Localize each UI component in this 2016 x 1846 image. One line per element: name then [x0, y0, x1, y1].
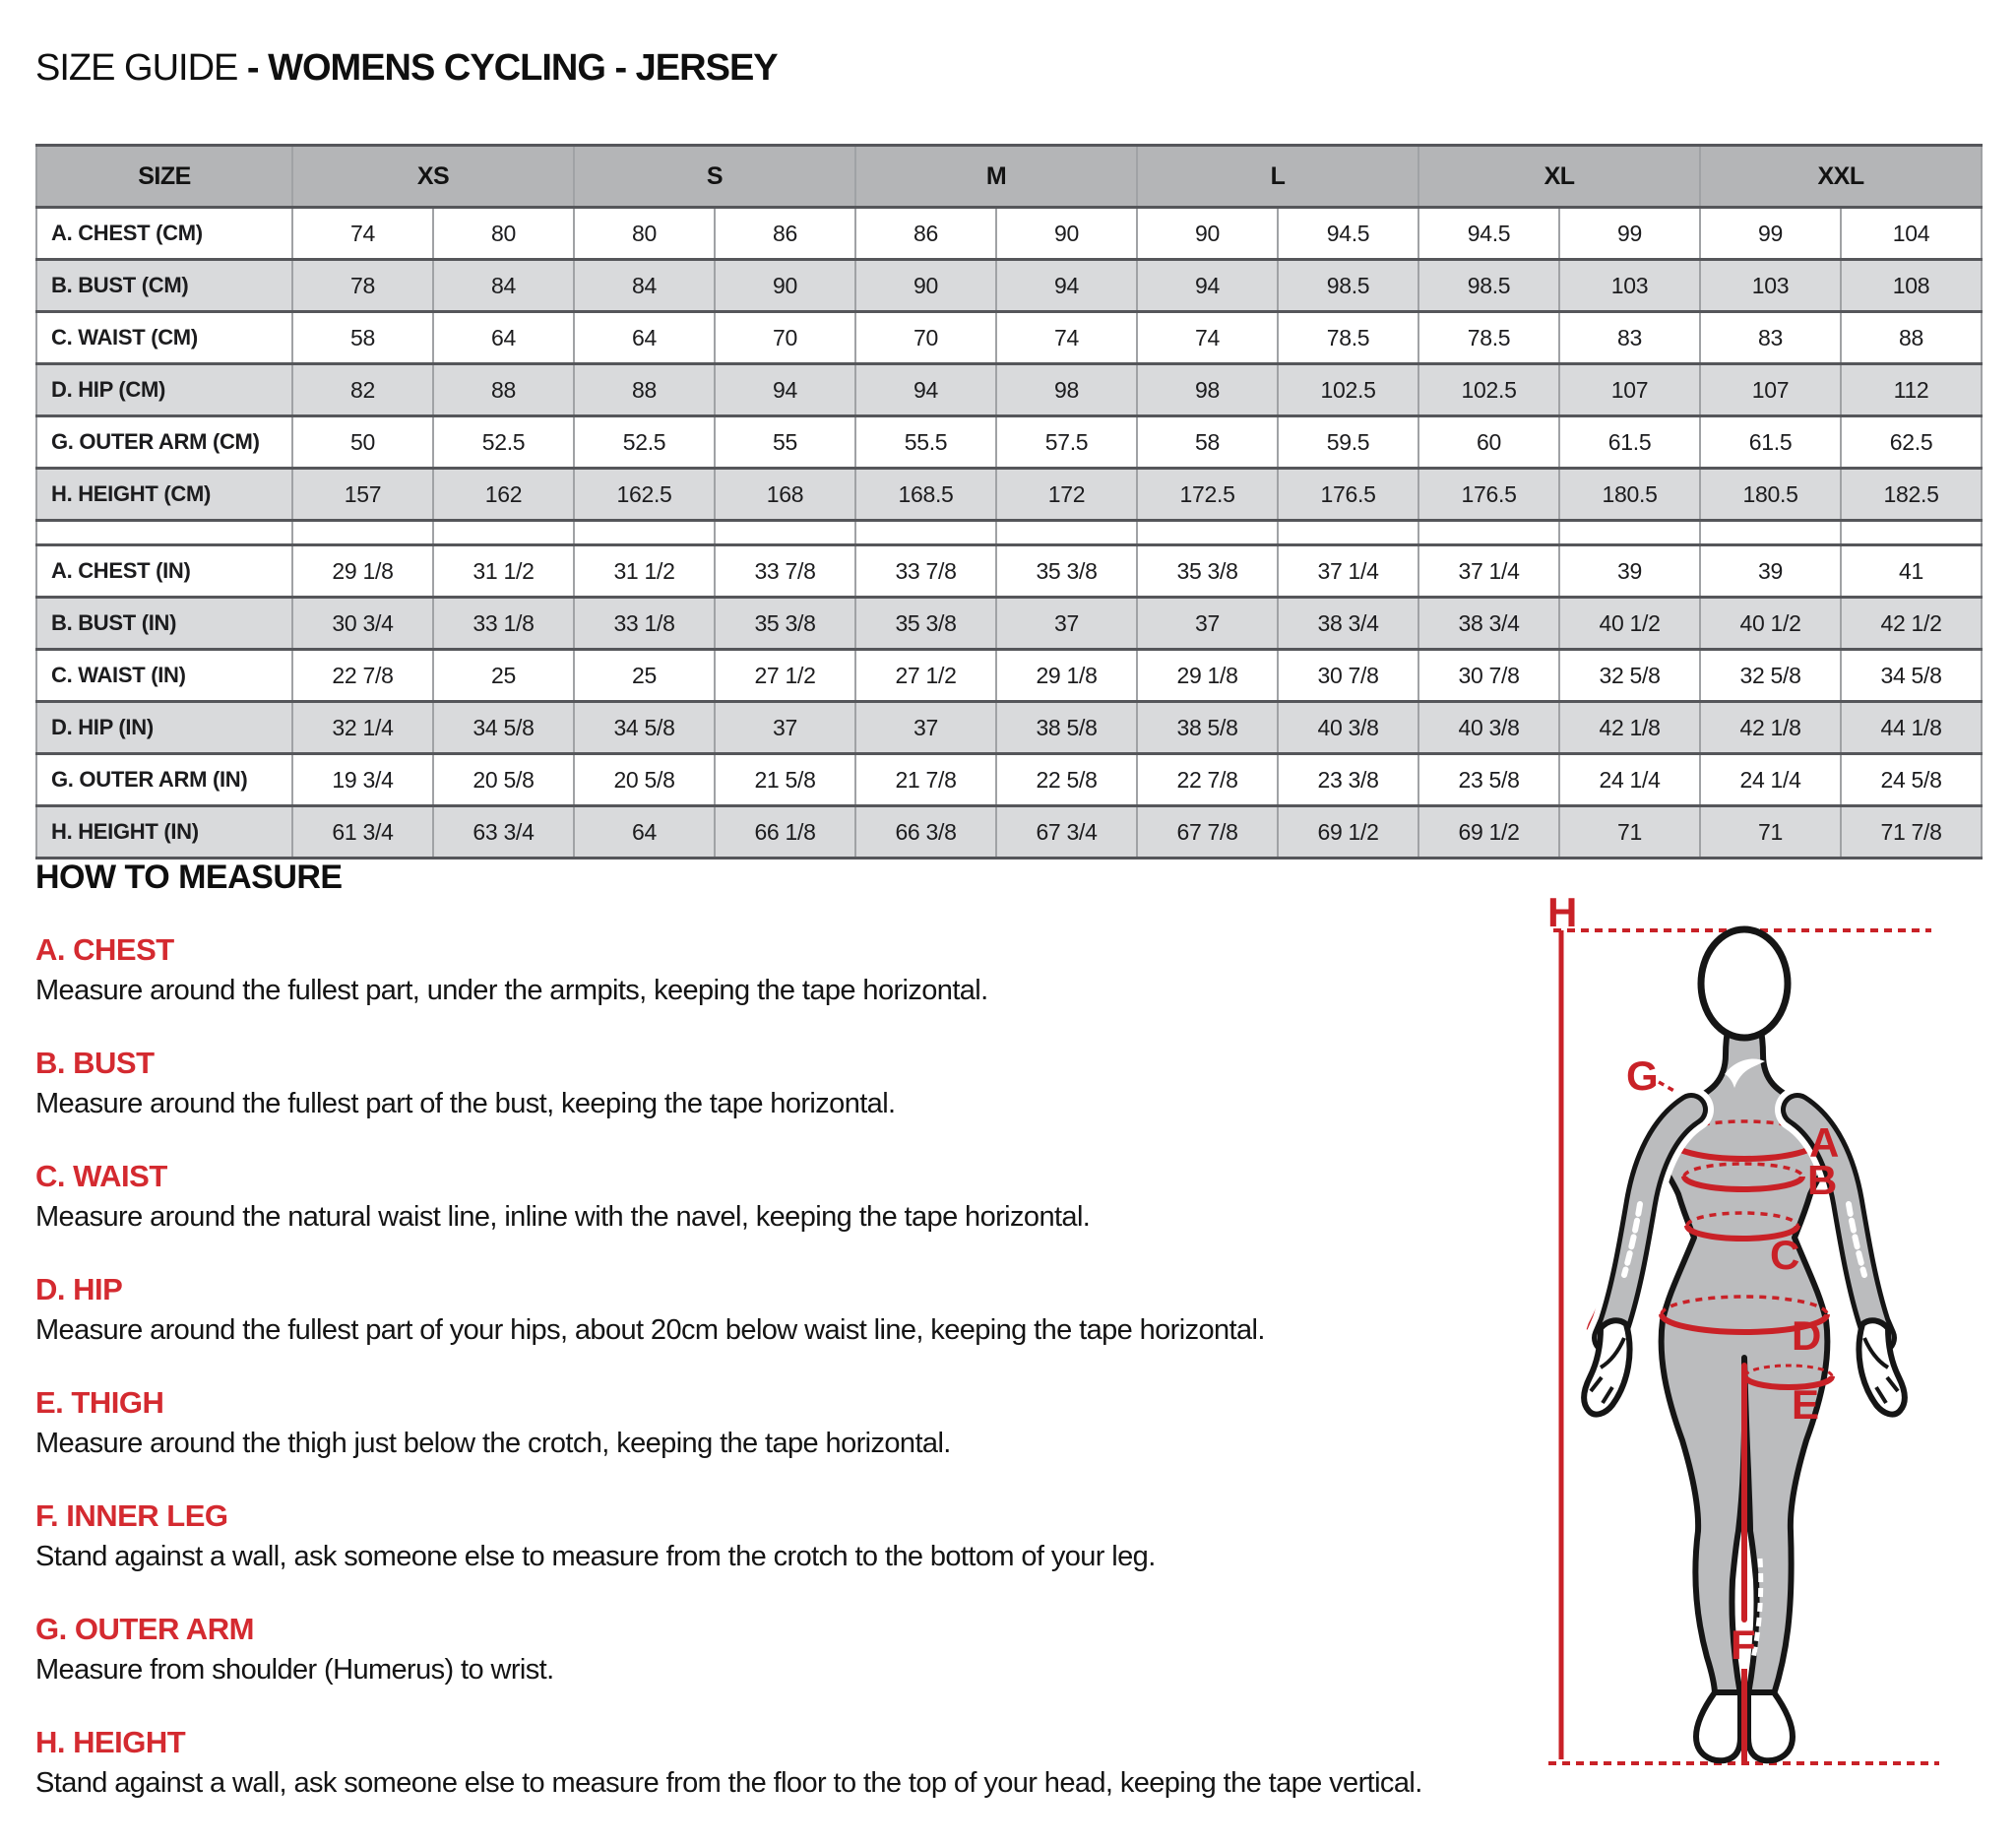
- size-value-cell: 157: [292, 469, 433, 521]
- size-value-cell: 60: [1418, 416, 1559, 469]
- measure-section: [35, 1499, 1512, 1573]
- size-value-cell: 88: [1841, 312, 1982, 364]
- size-value-cell: 99: [1700, 208, 1841, 260]
- spacer-cell: [1559, 521, 1700, 545]
- col-header-xs: XS: [292, 146, 574, 208]
- size-value-cell: 32 5/8: [1700, 650, 1841, 702]
- size-value-cell: 23 3/8: [1278, 754, 1418, 806]
- size-value-cell: 22 7/8: [292, 650, 433, 702]
- size-value-cell: 34 5/8: [433, 702, 574, 754]
- size-value-cell: 37 1/4: [1418, 545, 1559, 598]
- size-value-cell: 64: [574, 806, 715, 859]
- size-value-cell: 33 1/8: [574, 598, 715, 650]
- row-label: G. OUTER ARM (IN): [36, 754, 292, 806]
- measure-section-label: A. CHEST: [35, 932, 174, 967]
- size-value-cell: 29 1/8: [996, 650, 1137, 702]
- size-value-cell: 63 3/4: [433, 806, 574, 859]
- spacer-row: [36, 521, 1982, 545]
- size-value-cell: 33 7/8: [855, 545, 996, 598]
- spacer-cell: [292, 521, 433, 545]
- size-value-cell: 30 7/8: [1418, 650, 1559, 702]
- size-value-cell: 40 3/8: [1278, 702, 1418, 754]
- spacer-cell: [996, 521, 1137, 545]
- label-thigh: E: [1792, 1381, 1820, 1428]
- size-value-cell: 30 7/8: [1278, 650, 1418, 702]
- size-value-cell: 40 1/2: [1559, 598, 1700, 650]
- measure-section-text: Stand against a wall, ask someone else to measure from the floor to the top of your head, keeping the tape vertical.: [35, 1767, 1422, 1799]
- spacer-cell: [36, 521, 292, 545]
- page-title-product: - WOMENS CYCLING - JERSEY: [246, 47, 778, 89]
- size-value-cell: 84: [574, 260, 715, 312]
- size-value-cell: 38 5/8: [996, 702, 1137, 754]
- size-value-cell: 74: [1137, 312, 1278, 364]
- measure-section: [35, 1047, 1512, 1120]
- measure-section-label: C. WAIST: [35, 1159, 167, 1193]
- size-value-cell: 83: [1559, 312, 1700, 364]
- measure-section: [35, 1386, 1512, 1460]
- size-value-cell: 44 1/8: [1841, 702, 1982, 754]
- size-value-cell: 88: [574, 364, 715, 416]
- size-value-cell: 30 3/4: [292, 598, 433, 650]
- size-value-cell: 33 7/8: [715, 545, 855, 598]
- size-value-cell: 94: [715, 364, 855, 416]
- size-value-cell: 38 5/8: [1137, 702, 1278, 754]
- size-value-cell: 80: [574, 208, 715, 260]
- size-value-cell: 82: [292, 364, 433, 416]
- size-value-cell: 102.5: [1278, 364, 1418, 416]
- size-value-cell: 107: [1700, 364, 1841, 416]
- size-value-cell: 90: [715, 260, 855, 312]
- size-value-cell: 94: [1137, 260, 1278, 312]
- size-value-cell: 52.5: [574, 416, 715, 469]
- table-row-cm: [36, 208, 1982, 260]
- size-value-cell: 61 3/4: [292, 806, 433, 859]
- label-hip: D: [1792, 1312, 1822, 1359]
- measurement-figure: [1545, 879, 2016, 1795]
- size-value-cell: 86: [715, 208, 855, 260]
- size-value-cell: 62.5: [1841, 416, 1982, 469]
- label-outer-arm: G: [1626, 1052, 1659, 1099]
- row-label: C. WAIST (IN): [36, 650, 292, 702]
- size-value-cell: 84: [433, 260, 574, 312]
- size-value-cell: 182.5: [1841, 469, 1982, 521]
- size-value-cell: 83: [1700, 312, 1841, 364]
- size-value-cell: 90: [996, 208, 1137, 260]
- size-value-cell: 31 1/2: [574, 545, 715, 598]
- size-value-cell: 20 5/8: [574, 754, 715, 806]
- row-label: D. HIP (IN): [36, 702, 292, 754]
- size-value-cell: 98.5: [1418, 260, 1559, 312]
- spacer-cell: [1418, 521, 1559, 545]
- size-value-cell: 98.5: [1278, 260, 1418, 312]
- measure-section: [35, 933, 1512, 1007]
- size-value-cell: 78.5: [1418, 312, 1559, 364]
- size-chart-body: [36, 208, 1982, 859]
- size-value-cell: 69 1/2: [1418, 806, 1559, 859]
- size-value-cell: 42 1/8: [1700, 702, 1841, 754]
- table-header-row: [36, 146, 1982, 208]
- size-value-cell: 61.5: [1700, 416, 1841, 469]
- measure-section-label: F. INNER LEG: [35, 1498, 228, 1533]
- size-value-cell: 70: [855, 312, 996, 364]
- page-title: [35, 47, 778, 90]
- measure-section-label: H. HEIGHT: [35, 1725, 186, 1759]
- size-value-cell: 64: [433, 312, 574, 364]
- label-bust: B: [1807, 1157, 1838, 1203]
- row-label: B. BUST (IN): [36, 598, 292, 650]
- size-value-cell: 99: [1559, 208, 1700, 260]
- size-value-cell: 94.5: [1278, 208, 1418, 260]
- size-value-cell: 66 1/8: [715, 806, 855, 859]
- col-header-xl: XL: [1418, 146, 1700, 208]
- size-value-cell: 22 5/8: [996, 754, 1137, 806]
- size-value-cell: 23 5/8: [1418, 754, 1559, 806]
- measure-section-text: Stand against a wall, ask someone else to measure from the crotch to the bottom of your leg.: [35, 1541, 1156, 1572]
- right-foot: [1748, 1692, 1793, 1760]
- size-value-cell: 35 3/8: [855, 598, 996, 650]
- size-value-cell: 32 1/4: [292, 702, 433, 754]
- row-label: D. HIP (CM): [36, 364, 292, 416]
- size-value-cell: 176.5: [1418, 469, 1559, 521]
- measure-section-text: Measure around the fullest part, under the armpits, keeping the tape horizontal.: [35, 975, 988, 1006]
- table-row-cm: [36, 312, 1982, 364]
- size-value-cell: 42 1/2: [1841, 598, 1982, 650]
- size-value-cell: 74: [996, 312, 1137, 364]
- measure-section-label: B. BUST: [35, 1046, 155, 1080]
- table-row-in: [36, 702, 1982, 754]
- how-to-measure-heading: HOW TO MEASURE: [35, 859, 343, 896]
- col-header-xxl: XXL: [1700, 146, 1982, 208]
- row-label: H. HEIGHT (IN): [36, 806, 292, 859]
- left-foot: [1696, 1692, 1740, 1760]
- size-value-cell: 74: [292, 208, 433, 260]
- size-value-cell: 37: [1137, 598, 1278, 650]
- size-value-cell: 42 1/8: [1559, 702, 1700, 754]
- size-value-cell: 37 1/4: [1278, 545, 1418, 598]
- spacer-cell: [1137, 521, 1278, 545]
- row-label: G. OUTER ARM (CM): [36, 416, 292, 469]
- size-value-cell: 24 5/8: [1841, 754, 1982, 806]
- size-value-cell: 86: [855, 208, 996, 260]
- size-value-cell: 37: [855, 702, 996, 754]
- measure-section-text: Measure from shoulder (Humerus) to wrist.: [35, 1654, 554, 1686]
- size-value-cell: 29 1/8: [292, 545, 433, 598]
- size-value-cell: 67 3/4: [996, 806, 1137, 859]
- label-height: H: [1547, 889, 1578, 935]
- label-waist: C: [1770, 1232, 1800, 1278]
- size-value-cell: 27 1/2: [855, 650, 996, 702]
- size-value-cell: 39: [1700, 545, 1841, 598]
- size-value-cell: 34 5/8: [1841, 650, 1982, 702]
- label-chest: A: [1809, 1119, 1840, 1166]
- size-value-cell: 98: [996, 364, 1137, 416]
- size-value-cell: 35 3/8: [1137, 545, 1278, 598]
- measure-section-text: Measure around the thigh just below the crotch, keeping the tape horizontal.: [35, 1428, 951, 1459]
- size-value-cell: 27 1/2: [715, 650, 855, 702]
- size-value-cell: 24 1/4: [1700, 754, 1841, 806]
- measure-section: [35, 1273, 1512, 1347]
- size-value-cell: 107: [1559, 364, 1700, 416]
- table-row-in: [36, 806, 1982, 859]
- size-value-cell: 50: [292, 416, 433, 469]
- size-value-cell: 176.5: [1278, 469, 1418, 521]
- size-value-cell: 58: [1137, 416, 1278, 469]
- table-row-in: [36, 545, 1982, 598]
- size-value-cell: 172.5: [1137, 469, 1278, 521]
- size-value-cell: 41: [1841, 545, 1982, 598]
- size-value-cell: 38 3/4: [1278, 598, 1418, 650]
- size-value-cell: 38 3/4: [1418, 598, 1559, 650]
- size-value-cell: 102.5: [1418, 364, 1559, 416]
- size-value-cell: 31 1/2: [433, 545, 574, 598]
- row-label: A. CHEST (IN): [36, 545, 292, 598]
- measure-section-text: Measure around the fullest part of the bust, keeping the tape horizontal.: [35, 1088, 896, 1119]
- spacer-cell: [1841, 521, 1982, 545]
- size-value-cell: 35 3/8: [715, 598, 855, 650]
- col-header-s: S: [574, 146, 855, 208]
- size-value-cell: 88: [433, 364, 574, 416]
- col-header-l: L: [1137, 146, 1418, 208]
- size-value-cell: 64: [574, 312, 715, 364]
- size-value-cell: 103: [1559, 260, 1700, 312]
- measure-section: [35, 1726, 1512, 1800]
- size-value-cell: 37: [715, 702, 855, 754]
- size-value-cell: 59.5: [1278, 416, 1418, 469]
- size-value-cell: 90: [855, 260, 996, 312]
- size-value-cell: 55: [715, 416, 855, 469]
- size-value-cell: 40 3/8: [1418, 702, 1559, 754]
- table-row-in: [36, 754, 1982, 806]
- size-value-cell: 78: [292, 260, 433, 312]
- size-value-cell: 35 3/8: [996, 545, 1137, 598]
- spacer-cell: [1700, 521, 1841, 545]
- size-value-cell: 162.5: [574, 469, 715, 521]
- size-value-cell: 90: [1137, 208, 1278, 260]
- size-value-cell: 94.5: [1418, 208, 1559, 260]
- measure-section-text: Measure around the natural waist line, inline with the navel, keeping the tape horizontal.: [35, 1201, 1091, 1233]
- size-value-cell: 33 1/8: [433, 598, 574, 650]
- size-value-cell: 40 1/2: [1700, 598, 1841, 650]
- measure-section-text: Measure around the fullest part of your hips, about 20cm below waist line, keeping the tape horizontal.: [35, 1314, 1265, 1346]
- size-value-cell: 71: [1700, 806, 1841, 859]
- table-row-cm: [36, 469, 1982, 521]
- row-label: A. CHEST (CM): [36, 208, 292, 260]
- size-value-cell: 39: [1559, 545, 1700, 598]
- size-value-cell: 168.5: [855, 469, 996, 521]
- measure-section-label: D. HIP: [35, 1272, 123, 1306]
- row-label: C. WAIST (CM): [36, 312, 292, 364]
- size-value-cell: 21 7/8: [855, 754, 996, 806]
- measure-section: [35, 1613, 1512, 1687]
- size-value-cell: 104: [1841, 208, 1982, 260]
- size-value-cell: 52.5: [433, 416, 574, 469]
- row-label: H. HEIGHT (CM): [36, 469, 292, 521]
- size-value-cell: 162: [433, 469, 574, 521]
- body-measurement-diagram: [1545, 879, 2016, 1795]
- size-value-cell: 94: [855, 364, 996, 416]
- size-value-cell: 37: [996, 598, 1137, 650]
- how-to-measure-sections: [35, 933, 1512, 1839]
- size-value-cell: 70: [715, 312, 855, 364]
- size-value-cell: 55.5: [855, 416, 996, 469]
- table-row-cm: [36, 260, 1982, 312]
- size-value-cell: 108: [1841, 260, 1982, 312]
- spacer-cell: [715, 521, 855, 545]
- size-value-cell: 32 5/8: [1559, 650, 1700, 702]
- page-title-prefix: SIZE GUIDE: [35, 47, 247, 89]
- size-value-cell: 34 5/8: [574, 702, 715, 754]
- size-value-cell: 20 5/8: [433, 754, 574, 806]
- size-value-cell: 57.5: [996, 416, 1137, 469]
- size-value-cell: 67 7/8: [1137, 806, 1278, 859]
- size-value-cell: 61.5: [1559, 416, 1700, 469]
- spacer-cell: [1278, 521, 1418, 545]
- spacer-cell: [855, 521, 996, 545]
- size-value-cell: 66 3/8: [855, 806, 996, 859]
- size-value-cell: 29 1/8: [1137, 650, 1278, 702]
- size-value-cell: 58: [292, 312, 433, 364]
- table-row-cm: [36, 416, 1982, 469]
- size-value-cell: 80: [433, 208, 574, 260]
- table-row-in: [36, 598, 1982, 650]
- head: [1701, 929, 1788, 1038]
- measure-section: [35, 1160, 1512, 1234]
- table-row-cm: [36, 364, 1982, 416]
- size-value-cell: 22 7/8: [1137, 754, 1278, 806]
- size-value-cell: 19 3/4: [292, 754, 433, 806]
- label-inner-leg: F: [1731, 1622, 1756, 1668]
- col-header-size: SIZE: [36, 146, 292, 208]
- size-value-cell: 78.5: [1278, 312, 1418, 364]
- table-row-in: [36, 650, 1982, 702]
- size-value-cell: 103: [1700, 260, 1841, 312]
- size-value-cell: 112: [1841, 364, 1982, 416]
- size-value-cell: 168: [715, 469, 855, 521]
- spacer-cell: [574, 521, 715, 545]
- size-chart-table: [35, 144, 1983, 859]
- size-value-cell: 172: [996, 469, 1137, 521]
- size-value-cell: 24 1/4: [1559, 754, 1700, 806]
- size-value-cell: 94: [996, 260, 1137, 312]
- size-chart-header: [36, 146, 1982, 208]
- size-value-cell: 25: [574, 650, 715, 702]
- measure-section-label: G. OUTER ARM: [35, 1612, 254, 1646]
- size-value-cell: 25: [433, 650, 574, 702]
- size-value-cell: 21 5/8: [715, 754, 855, 806]
- measure-section-label: E. THIGH: [35, 1385, 164, 1420]
- row-label: B. BUST (CM): [36, 260, 292, 312]
- size-value-cell: 71 7/8: [1841, 806, 1982, 859]
- size-value-cell: 180.5: [1700, 469, 1841, 521]
- size-value-cell: 98: [1137, 364, 1278, 416]
- col-header-m: M: [855, 146, 1137, 208]
- size-value-cell: 71: [1559, 806, 1700, 859]
- spacer-cell: [433, 521, 574, 545]
- size-value-cell: 69 1/2: [1278, 806, 1418, 859]
- size-value-cell: 180.5: [1559, 469, 1700, 521]
